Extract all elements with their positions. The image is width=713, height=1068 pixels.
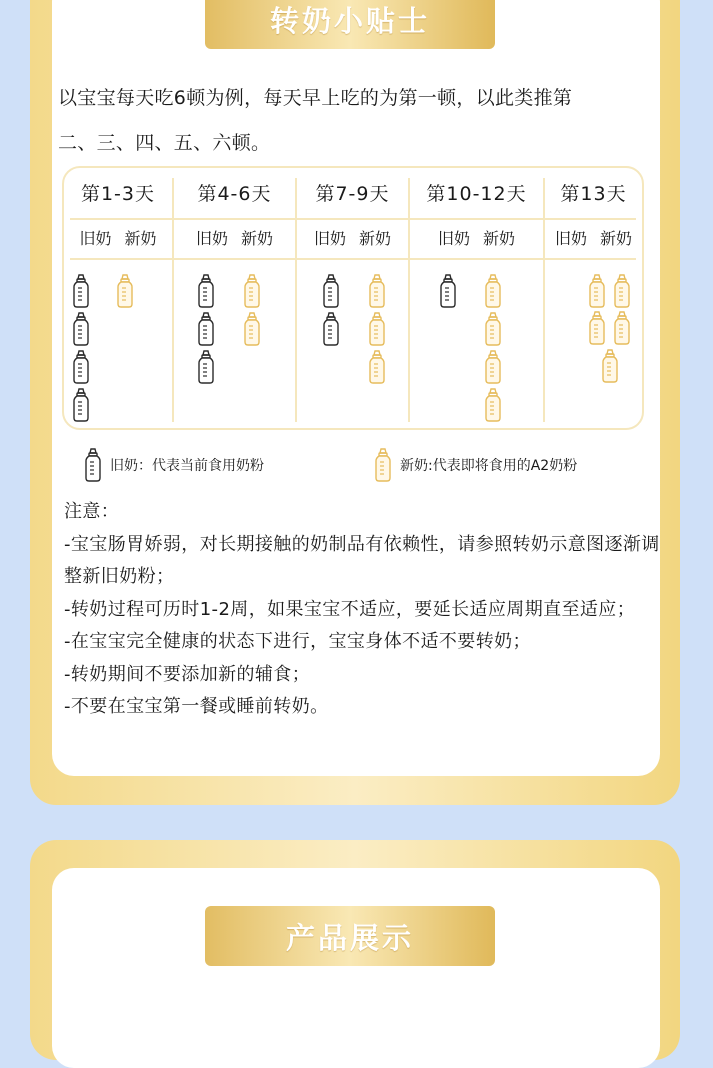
table-column-day-13	[545, 178, 642, 422]
new-milk-bottle-icon	[368, 312, 386, 346]
baby-bottle-icon-new	[374, 448, 392, 482]
legend-new	[374, 448, 577, 482]
product-card-body	[52, 868, 660, 1068]
new-milk-bottle-icon	[116, 274, 134, 308]
column-subheader	[174, 226, 295, 249]
column-label: 第13天	[560, 183, 627, 205]
new-milk-bottle-icon	[588, 274, 606, 308]
new-milk-label: 新奶	[483, 229, 516, 248]
intro-text	[58, 76, 658, 166]
old-milk-bottle-icon	[322, 274, 340, 308]
intro-line-2: 二、三、四、五、六顿。	[58, 132, 271, 154]
new-milk-label: 新奶	[241, 229, 274, 248]
new-milk-bottle-icon	[243, 312, 261, 346]
note-item: -转奶期间不要添加新的辅食；	[64, 663, 311, 685]
baby-bottle-icon-old	[84, 448, 102, 482]
notes	[64, 496, 664, 724]
new-milk-bottle-icon	[243, 274, 261, 308]
old-milk-bottle-icon	[197, 350, 215, 384]
old-milk-bottle-icon	[72, 274, 90, 308]
new-milk-bottle-icon	[368, 350, 386, 384]
old-milk-label: 旧奶	[313, 229, 346, 248]
column-label: 第1-3天	[80, 183, 156, 205]
column-subheader	[297, 226, 408, 249]
column-label: 第7-9天	[315, 183, 390, 205]
new-milk-bottle-icon	[368, 274, 386, 308]
new-milk-label: 新奶	[600, 229, 633, 248]
product-card	[30, 840, 680, 1060]
column-label: 第4-6天	[197, 183, 272, 205]
tips-title: 转奶小贴士	[205, 0, 495, 49]
table-column-day-1-3	[64, 178, 172, 422]
old-milk-bottle-icon	[72, 350, 90, 384]
note-item: -宝宝肠胃娇弱，对长期接触的奶制品有依赖性，请参照转奶示意图逐渐调整新旧奶粉；	[64, 533, 660, 587]
new-milk-bottle-icon	[613, 311, 631, 345]
new-milk-bottle-icon	[484, 274, 502, 308]
old-milk-bottle-icon	[197, 274, 215, 308]
old-milk-label: 旧奶	[554, 229, 587, 248]
note-item: -在宝宝完全健康的状态下进行，宝宝身体不适不要转奶；	[64, 631, 531, 652]
notes-heading: 注意：	[64, 501, 120, 522]
column-subheader	[64, 226, 172, 249]
table-column-day-7-9	[297, 178, 408, 422]
legend-new-text: 新奶:代表即将食用的A2奶粉	[400, 458, 578, 474]
intro-line-1: 以宝宝每天吃6顿为例，每天早上吃的为第一顿，以此类推第	[58, 87, 573, 109]
table-column-day-4-6	[174, 178, 295, 422]
new-milk-bottle-icon	[601, 349, 619, 383]
legend-old	[84, 448, 264, 482]
old-milk-bottle-icon	[72, 312, 90, 346]
new-milk-label: 新奶	[124, 229, 157, 248]
column-label: 第10-12天	[426, 183, 527, 205]
old-milk-bottle-icon	[439, 274, 457, 308]
transition-table	[62, 166, 644, 430]
new-milk-bottle-icon	[588, 311, 606, 345]
note-item: -不要在宝宝第一餐或睡前转奶。	[64, 696, 329, 717]
product-title: 产品展示	[205, 906, 495, 966]
new-milk-label: 新奶	[359, 229, 392, 248]
new-milk-bottle-icon	[484, 388, 502, 422]
old-milk-label: 旧奶	[195, 229, 228, 248]
new-milk-bottle-icon	[484, 350, 502, 384]
new-milk-bottle-icon	[484, 312, 502, 346]
old-milk-label: 旧奶	[437, 229, 470, 248]
old-milk-bottle-icon	[72, 388, 90, 422]
old-milk-label: 旧奶	[79, 229, 112, 248]
old-milk-bottle-icon	[197, 312, 215, 346]
new-milk-bottle-icon	[613, 274, 631, 308]
column-subheader	[545, 226, 642, 249]
legend-old-text: 旧奶：代表当前食用奶粉	[110, 458, 264, 474]
legend	[80, 448, 650, 488]
old-milk-bottle-icon	[322, 312, 340, 346]
note-item: -转奶过程可历时1-2周，如果宝宝不适应，要延长适应周期直至适应；	[64, 598, 636, 620]
table-column-day-10-12	[410, 178, 543, 422]
column-subheader	[410, 226, 543, 249]
